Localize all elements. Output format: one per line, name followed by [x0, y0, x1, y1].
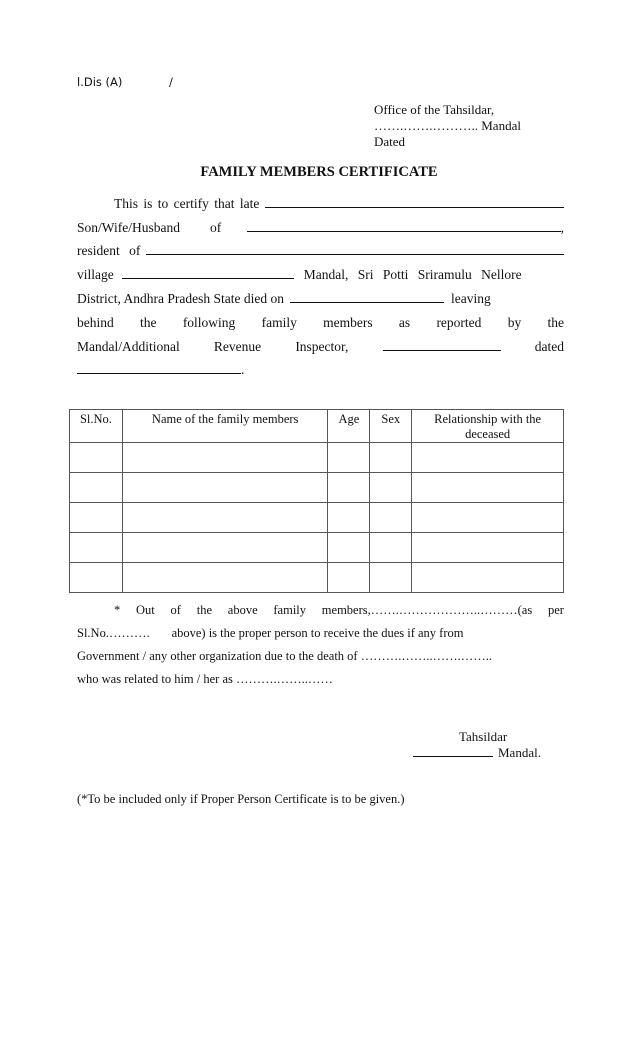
- table-row: [70, 563, 564, 593]
- certify-text: This is to certify that late: [114, 196, 260, 211]
- village-text: village: [77, 267, 114, 282]
- cell-name[interactable]: [122, 443, 327, 473]
- word: *: [114, 603, 121, 617]
- table-row: [70, 533, 564, 563]
- word: as: [398, 315, 411, 330]
- table-row: [70, 443, 564, 473]
- cell-relationship[interactable]: [412, 563, 564, 593]
- village-blank: [122, 267, 294, 279]
- office-line-2: …….…….……….. Mandal: [374, 118, 521, 133]
- relation-text: Son/Wife/Husband: [77, 220, 180, 235]
- proper-person-text: above) is the proper person to receive the dues if any from: [171, 626, 464, 640]
- cell-age[interactable]: [328, 533, 370, 563]
- cell-relationship[interactable]: [412, 503, 564, 533]
- word: by: [507, 315, 522, 330]
- body-line-3: [77, 243, 564, 259]
- cell-relationship[interactable]: [412, 443, 564, 473]
- late-name-blank: [265, 196, 564, 208]
- report-number-blank: [383, 339, 501, 351]
- header-relationship: Relationship with the deceased: [412, 410, 564, 443]
- word: following: [182, 315, 236, 330]
- death-date-blank: [290, 291, 444, 303]
- office-line-1: Office of the Tahsildar,: [374, 102, 495, 117]
- mandal-name-blank: [413, 745, 493, 757]
- office-block: [374, 102, 521, 150]
- revenue-text: Revenue: [213, 339, 262, 354]
- relative-name-blank: [247, 220, 560, 232]
- cell-age[interactable]: [328, 473, 370, 503]
- header-age: Age: [328, 410, 370, 443]
- note-line-3: [77, 649, 564, 664]
- cell-relationship[interactable]: [412, 533, 564, 563]
- word: family: [273, 603, 307, 617]
- note-line-2: [77, 626, 564, 641]
- word: above: [227, 603, 258, 617]
- word: the: [196, 603, 212, 617]
- signature-title: Tahsildar: [459, 729, 508, 744]
- leaving-text: leaving: [450, 291, 491, 306]
- body-line-7: [77, 339, 564, 355]
- footnote: (*To be included only if Proper Person Certificate is to be given.): [77, 792, 405, 806]
- cell-slno[interactable]: [70, 503, 123, 533]
- word: members: [323, 315, 373, 330]
- mandal-text: Mandal.: [498, 745, 541, 760]
- cell-sex[interactable]: [370, 443, 412, 473]
- family-members-table: [69, 409, 564, 593]
- organization-text: Government / any other organization due to the death of ……….……..…….……..: [77, 649, 492, 663]
- slno-blank-text: Sl.No.……….: [77, 626, 150, 640]
- cell-sex[interactable]: [370, 533, 412, 563]
- body-line-6: [77, 315, 564, 331]
- header-slno: Sl.No.: [70, 410, 123, 443]
- cell-age[interactable]: [328, 563, 370, 593]
- reference-number: [77, 75, 173, 89]
- state-died-text: District, Andhra Pradesh State died on: [77, 291, 284, 306]
- word: the: [140, 315, 157, 330]
- body-line-5: [77, 291, 564, 307]
- word: family: [261, 315, 297, 330]
- cell-name[interactable]: [122, 473, 327, 503]
- body-line-4: [77, 267, 564, 283]
- cell-sex[interactable]: [370, 503, 412, 533]
- signature-mandal: [413, 745, 541, 761]
- word: per: [547, 603, 564, 617]
- cell-slno[interactable]: [70, 533, 123, 563]
- cell-sex[interactable]: [370, 473, 412, 503]
- resident-text: resident of: [77, 243, 141, 258]
- word: members,…….………………..………(as: [321, 603, 533, 617]
- cell-relationship[interactable]: [412, 473, 564, 503]
- word: Out: [136, 603, 155, 617]
- word: the: [547, 315, 564, 330]
- body-line-8: [77, 362, 564, 378]
- comma-text: ,: [560, 220, 564, 235]
- table-header-row: [70, 410, 564, 443]
- cell-name[interactable]: [122, 503, 327, 533]
- cell-age[interactable]: [328, 503, 370, 533]
- mandal-district-text: Mandal, Sri Potti Sriramulu Nellore: [303, 267, 522, 282]
- table-row: [70, 473, 564, 503]
- word: of: [170, 603, 181, 617]
- cell-slno[interactable]: [70, 563, 123, 593]
- word: behind: [77, 315, 114, 330]
- dated-text: dated: [534, 339, 564, 354]
- note-line-1: [77, 603, 564, 618]
- period-text: .: [241, 362, 245, 377]
- header-name: Name of the family members: [122, 410, 327, 443]
- body-line-2: [77, 220, 564, 236]
- reference-slash: /: [169, 75, 173, 89]
- word: reported: [436, 315, 482, 330]
- body-line-1: [77, 196, 564, 212]
- reference-label: l.Dis (A): [77, 75, 123, 89]
- cell-name[interactable]: [122, 533, 327, 563]
- cell-age[interactable]: [328, 443, 370, 473]
- cell-slno[interactable]: [70, 473, 123, 503]
- cell-name[interactable]: [122, 563, 327, 593]
- of-text: of: [209, 220, 222, 235]
- cell-slno[interactable]: [70, 443, 123, 473]
- cell-sex[interactable]: [370, 563, 412, 593]
- certificate-title: FAMILY MEMBERS CERTIFICATE: [200, 164, 438, 180]
- office-line-3: Dated: [374, 134, 406, 149]
- note-line-4: [77, 672, 564, 687]
- report-date-blank: [77, 362, 241, 374]
- related-text: who was related to him / her as ……….……..……: [77, 672, 333, 686]
- header-sex: Sex: [370, 410, 412, 443]
- inspector-text: Inspector,: [295, 339, 349, 354]
- residence-blank: [146, 243, 564, 255]
- mandal-additional-text: Mandal/Additional: [77, 339, 180, 354]
- table-row: [70, 503, 564, 533]
